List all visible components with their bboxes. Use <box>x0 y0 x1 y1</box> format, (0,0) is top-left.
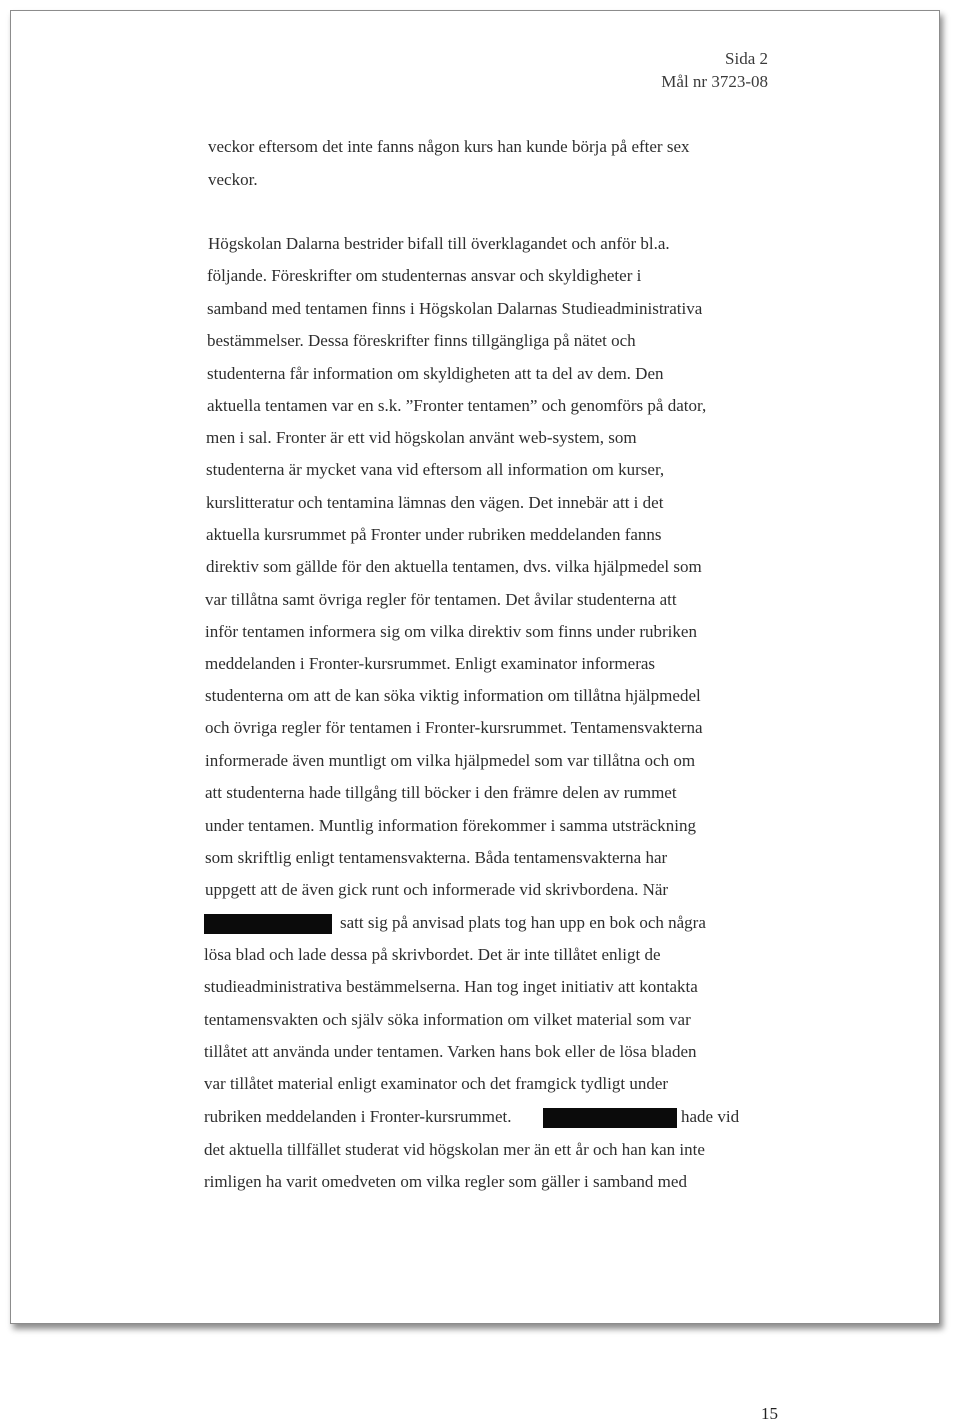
body-line: som skriftlig enligt tentamensvakterna. Båda tentamensvakterna har <box>205 848 668 867</box>
body-line: och övriga regler för tentamen i Fronter-kursrummet. Tentamensvakterna <box>205 718 703 737</box>
body-line: inför tentamen informera sig om vilka direktiv som finns under rubriken <box>205 622 697 641</box>
body-line: bestämmelser. Dessa föreskrifter finns tillgängliga på nätet och <box>207 331 636 350</box>
body-line: tentamensvakten och själv söka information om vilket material som var <box>204 1010 691 1029</box>
body-line: veckor. <box>208 170 258 189</box>
body-line: aktuella tentamen var en s.k. ”Fronter tentamen” och genomförs på dator, <box>207 396 707 415</box>
body-line: studenterna om att de kan söka viktig information om tillåtna hjälpmedel <box>205 686 701 705</box>
redaction-bar <box>204 914 332 934</box>
body-line: satt sig på anvisad plats tog han upp en bok och några <box>340 913 706 932</box>
body-line: direktiv som gällde för den aktuella tentamen, dvs. vilka hjälpmedel som <box>206 557 702 576</box>
body-line: det aktuella tillfället studerat vid högskolan mer än ett år och han kan inte <box>204 1140 705 1159</box>
body-line: veckor eftersom det inte fanns någon kurs han kunde börja på efter sex <box>208 137 690 156</box>
body-line: under tentamen. Muntlig information förekommer i samma utsträckning <box>205 816 696 835</box>
body-line: Högskolan Dalarna bestrider bifall till överklagandet och anför bl.a. <box>208 234 670 253</box>
body-line: meddelanden i Fronter-kursrummet. Enligt examinator informeras <box>205 654 656 673</box>
body-line: aktuella kursrummet på Fronter under rubriken meddelanden fanns <box>206 525 662 544</box>
body-line: tillåtet att använda under tentamen. Varken hans bok eller de lösa bladen <box>204 1042 697 1061</box>
body-line: samband med tentamen finns i Högskolan Dalarnas Studieadministrativa <box>207 299 703 318</box>
body-line: rubriken meddelanden i Fronter-kursrummet. <box>204 1107 512 1126</box>
body-line: lösa blad och lade dessa på skrivbordet. Det är inte tillåtet enligt de <box>204 945 661 964</box>
body-line: var tillåtet material enligt examinator och det framgick tydligt under <box>204 1074 669 1093</box>
body-line: studenterna är mycket vana vid eftersom all information om kurser, <box>206 460 665 479</box>
page-header <box>661 47 768 93</box>
body-line: följande. Föreskrifter om studenternas ansvar och skyldigheter i <box>207 266 642 285</box>
page-label: Sida 2 <box>725 49 768 68</box>
redaction-bar <box>543 1108 677 1128</box>
body-line: rimligen ha varit omedveten om vilka regler som gäller i samband med <box>204 1172 687 1191</box>
body-line: men i sal. Fronter är ett vid högskolan använt web-system, som <box>206 428 637 447</box>
body-line: studenterna får information om skyldigheten att ta del av dem. Den <box>207 364 664 383</box>
body-line: informerade även muntligt om vilka hjälpmedel som var tillåtna och om <box>205 751 696 770</box>
body-line: att studenterna hade tillgång till böcker i den främre delen av rummet <box>205 783 677 802</box>
body-line: kurslitteratur och tentamina lämnas den vägen. Det innebär att i det <box>206 493 664 512</box>
case-number: Mål nr 3723-08 <box>661 72 768 91</box>
body-line: studieadministrativa bestämmelserna. Han tog inget initiativ att kontakta <box>204 977 698 996</box>
page-number: 15 <box>761 1404 778 1423</box>
body-line: var tillåtna samt övriga regler för tentamen. Det åvilar studenterna att <box>205 590 677 609</box>
body-line: uppgett att de även gick runt och informerade vid skrivbordena. När <box>205 880 669 899</box>
body-line: hade vid <box>681 1107 740 1126</box>
